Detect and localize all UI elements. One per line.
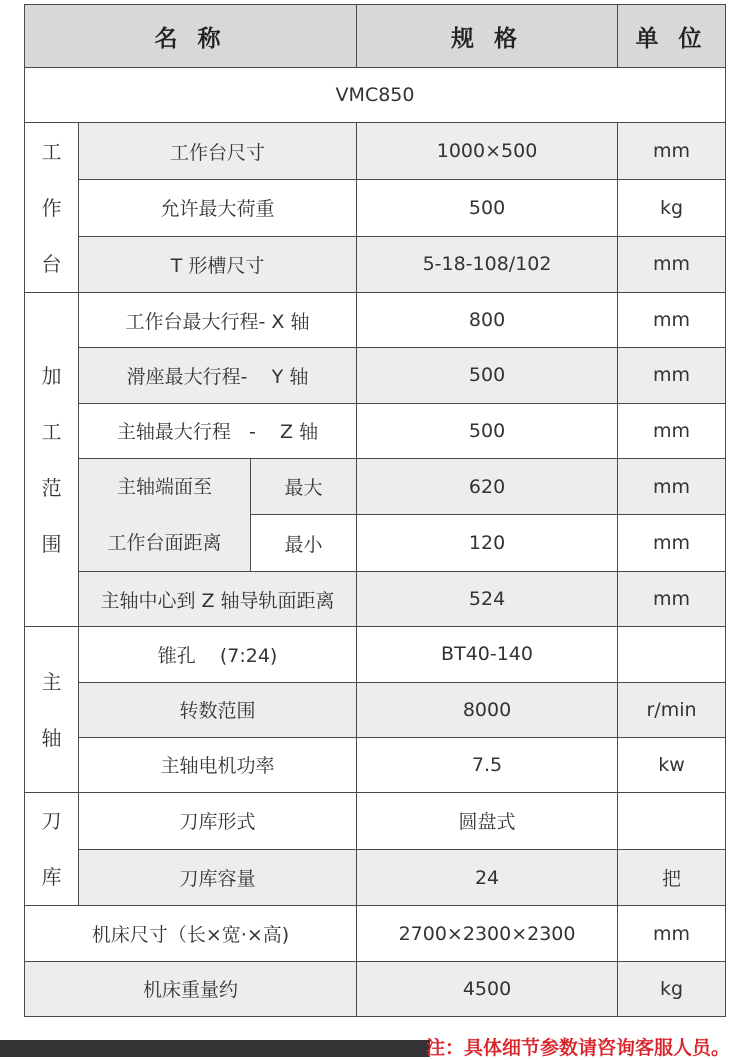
- row-spec: 4500: [357, 961, 618, 1016]
- table-row: [25, 906, 726, 961]
- row-unit: mm: [618, 572, 726, 627]
- row-name: 刀库容量: [79, 849, 357, 906]
- table-row: [25, 236, 726, 293]
- row-name: 滑座最大行程- Y 轴: [79, 348, 357, 403]
- row-name: 转数范围: [79, 682, 357, 737]
- row-name: 工作台尺寸: [79, 123, 357, 180]
- row-name: 允许最大荷重: [79, 180, 357, 237]
- row-unit: mm: [618, 515, 726, 572]
- header-unit: 单 位: [618, 5, 726, 68]
- row-spec: 620: [357, 458, 618, 515]
- row-name: 主轴电机功率: [79, 737, 357, 792]
- table-row: [25, 458, 726, 515]
- row-unit: mm: [618, 236, 726, 293]
- row-name-line2: 工作台面距离: [107, 531, 222, 554]
- group-range: 加 工 范 围: [25, 293, 79, 627]
- row-spec: 2700×2300×2300: [357, 906, 618, 961]
- row-unit: kg: [618, 961, 726, 1016]
- row-unit: mm: [618, 458, 726, 515]
- row-unit: mm: [618, 403, 726, 458]
- table-row: [25, 180, 726, 237]
- row-spec: 800: [357, 293, 618, 348]
- group-magazine: 刀 库: [25, 792, 79, 905]
- header-spec: 规 格: [357, 5, 618, 68]
- row-unit: mm: [618, 906, 726, 961]
- header-name: 名 称: [25, 5, 357, 68]
- model-row: [25, 68, 726, 123]
- row-unit: [618, 627, 726, 682]
- row-name: 主轴中心到 Z 轴导轨面距离: [79, 572, 357, 627]
- footer-note: 注：具体细节参数请咨询客服人员。: [425, 1037, 730, 1059]
- group-worktable: 工 作 台: [25, 123, 79, 293]
- row-spec: 5-18-108/102: [357, 236, 618, 293]
- row-unit: mm: [618, 123, 726, 180]
- row-spec: 7.5: [357, 737, 618, 792]
- table-row: [25, 627, 726, 682]
- row-name: 机床尺寸（长×宽·×高): [25, 906, 357, 961]
- row-name: 工作台最大行程- X 轴: [79, 293, 357, 348]
- table-row: [25, 961, 726, 1016]
- table-row: [25, 792, 726, 849]
- row-spec: BT40-140: [357, 627, 618, 682]
- footer-bar: [0, 1040, 430, 1057]
- row-spec: 8000: [357, 682, 618, 737]
- table-row: [25, 849, 726, 906]
- group-spindle: 主 轴: [25, 627, 79, 793]
- row-name: 锥孔 (7:24): [79, 627, 357, 682]
- min-label: 最小: [251, 515, 357, 572]
- row-unit: kg: [618, 180, 726, 237]
- row-unit: mm: [618, 293, 726, 348]
- row-name-line1: 主轴端面至: [116, 475, 212, 498]
- max-label: 最大: [251, 458, 357, 515]
- table-row: [25, 682, 726, 737]
- row-spec: 1000×500: [357, 123, 618, 180]
- row-spec: 500: [357, 403, 618, 458]
- row-name: 刀库形式: [79, 792, 357, 849]
- row-spec: 500: [357, 180, 618, 237]
- table-row: [25, 293, 726, 348]
- model-name: VMC850: [25, 68, 726, 123]
- row-unit: kw: [618, 737, 726, 792]
- table-row: [25, 737, 726, 792]
- row-spec: 120: [357, 515, 618, 572]
- spec-table: [24, 4, 726, 1017]
- table-row: [25, 572, 726, 627]
- row-unit: r/min: [618, 682, 726, 737]
- table-row: [25, 403, 726, 458]
- table-row: [25, 348, 726, 403]
- nose-to-table-label: [79, 458, 251, 571]
- row-unit: mm: [618, 348, 726, 403]
- header-row: [25, 5, 726, 68]
- row-spec: 524: [357, 572, 618, 627]
- row-spec: 500: [357, 348, 618, 403]
- row-name: 主轴最大行程 - Z 轴: [79, 403, 357, 458]
- row-spec: 圆盘式: [357, 792, 618, 849]
- row-unit: 把: [618, 849, 726, 906]
- row-unit: [618, 792, 726, 849]
- row-name: T 形槽尺寸: [79, 236, 357, 293]
- row-name: 机床重量约: [25, 961, 357, 1016]
- table-row: [25, 123, 726, 180]
- row-spec: 24: [357, 849, 618, 906]
